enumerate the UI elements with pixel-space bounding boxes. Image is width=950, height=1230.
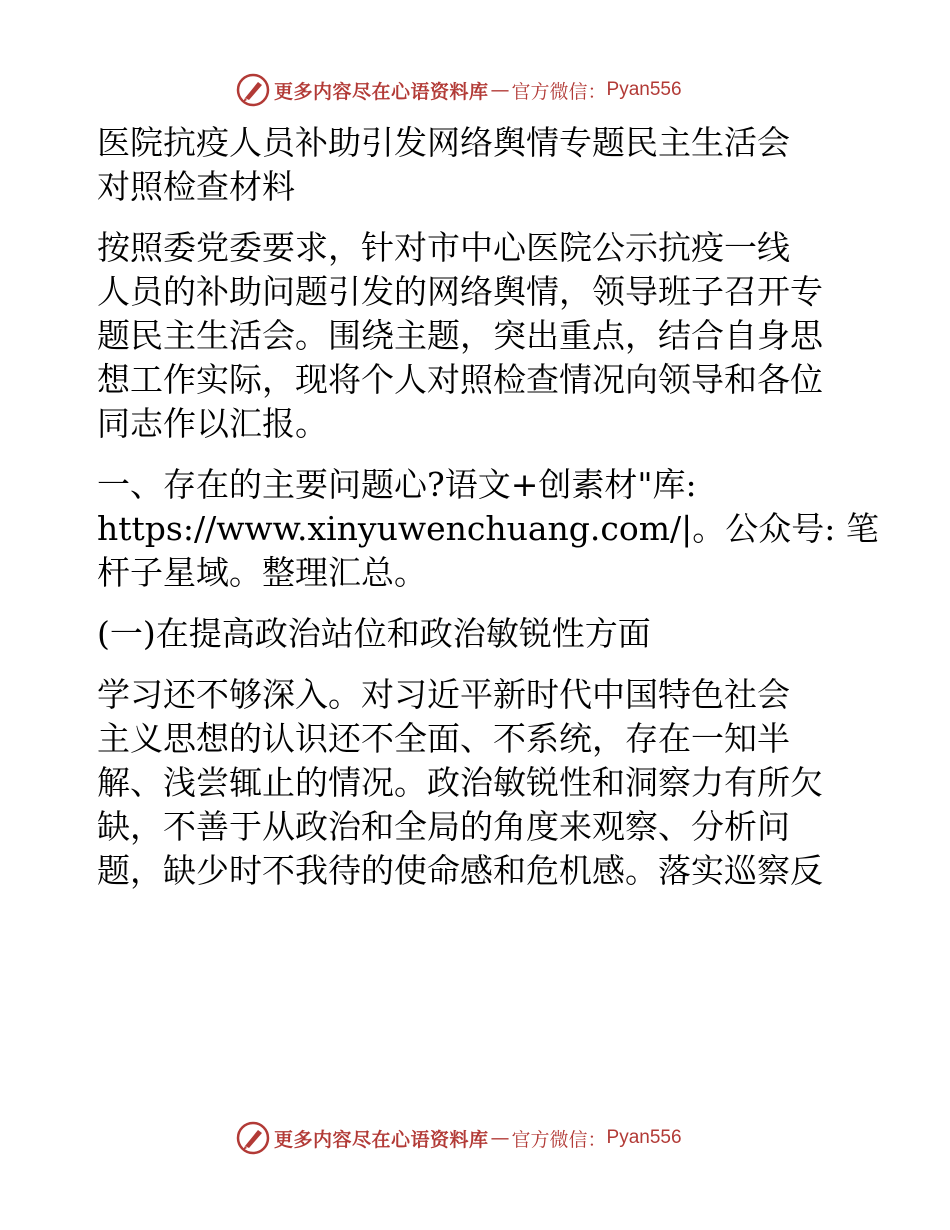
paragraph-line: 想工作实际，现将个人对照检查情况向领导和各位 xyxy=(97,360,823,399)
watermark-name: 更多内容尽在心语资料库 xyxy=(274,80,489,103)
quill-pen-logo-icon xyxy=(236,73,270,107)
watermark-name: 更多内容尽在心语资料库 xyxy=(274,1128,489,1151)
document-title-line: 对照检查材料 xyxy=(97,167,295,206)
paragraph-line: 学习还不够深入。对习近平新时代中国特色社会 xyxy=(97,675,790,714)
paragraph-line: 解、浅尝辄止的情况。政治敏锐性和洞察力有所欠 xyxy=(97,763,823,802)
watermark-account: Pyan556 xyxy=(606,79,682,100)
paragraph-line: 按照委党委要求，针对市中心医院公示抗疫一线 xyxy=(97,228,790,267)
watermark-separator: — xyxy=(490,1127,510,1149)
watermark-wechat-label: 官方微信： xyxy=(511,1128,607,1151)
document-body xyxy=(97,121,879,893)
paragraph-line: 同志作以汇报。 xyxy=(97,404,328,443)
section-heading-line: 一、存在的主要问题心?语文+创素材"库: xyxy=(97,465,697,504)
watermark-separator: — xyxy=(490,79,510,101)
paragraph-line: 人员的补助问题引发的网络舆情，领导班子召开专 xyxy=(97,272,823,311)
header-watermark xyxy=(236,70,682,110)
section-heading-line: 杆子星域。整理汇总。 xyxy=(97,553,427,592)
paragraph-line: 题，缺少时不我待的使命感和危机感。落实巡察反 xyxy=(97,851,823,890)
footer-watermark xyxy=(236,1118,682,1158)
subsection-heading: (一)在提高政治站位和政治敏锐性方面 xyxy=(97,614,651,653)
paragraph-line: 题民主生活会。围绕主题，突出重点，结合自身思 xyxy=(97,316,823,355)
section-heading-line: https://www.xinyuwenchuang.com/|。公众号: 笔 xyxy=(97,509,879,548)
watermark-wechat-label: 官方微信： xyxy=(511,80,607,103)
paragraph-line: 主义思想的认识还不全面、不系统，存在一知半 xyxy=(97,719,790,758)
quill-pen-logo-icon xyxy=(236,1121,270,1155)
document-title-line: 医院抗疫人员补助引发网络舆情专题民主生活会 xyxy=(97,123,790,162)
paragraph-line: 缺，不善于从政治和全局的角度来观察、分析问 xyxy=(97,807,790,846)
watermark-account: Pyan556 xyxy=(606,1127,682,1148)
